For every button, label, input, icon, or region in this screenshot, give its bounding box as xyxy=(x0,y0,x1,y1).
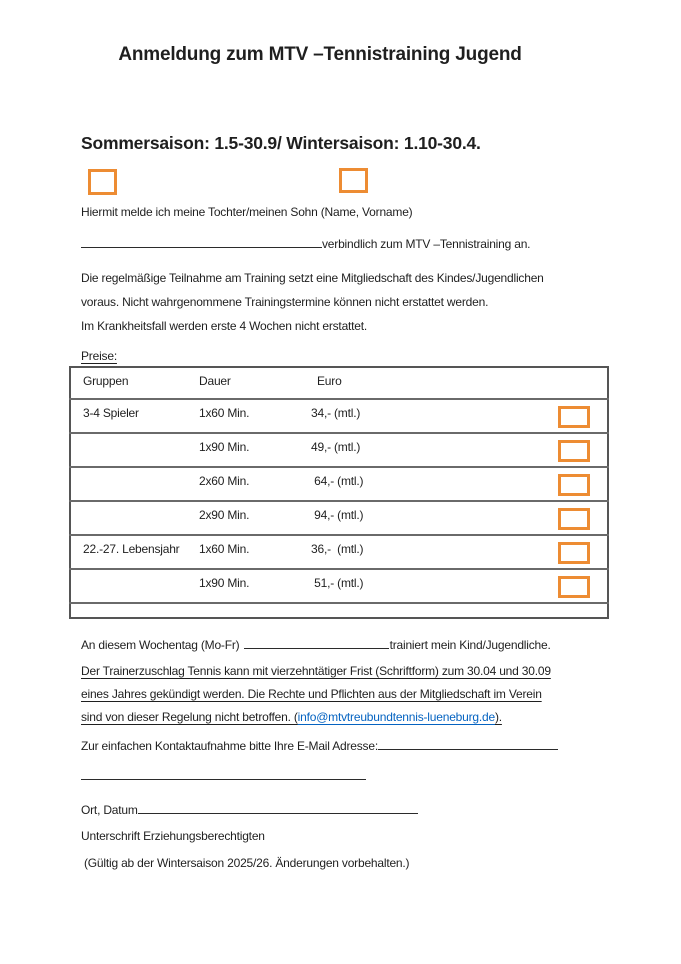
cancellation-note xyxy=(81,660,551,729)
price-cell: 36,- (mtl.) xyxy=(302,535,472,569)
ort-datum-label: Ort, Datum xyxy=(81,803,138,817)
price-option-checkbox-2[interactable] xyxy=(558,440,590,462)
duration-cell: 1x60 Min. xyxy=(190,399,302,433)
validity-note: (Gültig ab der Wintersaison 2025/26. Änderungen vorbehalten.) xyxy=(84,856,410,870)
summer-season-checkbox[interactable] xyxy=(88,169,117,195)
ort-datum-blank-line xyxy=(138,800,418,814)
contact-label: Zur einfachen Kontaktaufnahme bitte Ihre E-Mail Adresse: xyxy=(81,739,378,753)
prices-label: Preise: xyxy=(81,349,117,363)
price-cell: 51,- (mtl.) xyxy=(302,569,472,603)
price-row-4 xyxy=(70,501,608,535)
weekday-suffix: trainiert mein Kind/Jugendliche. xyxy=(389,638,551,652)
price-option-checkbox-4[interactable] xyxy=(558,508,590,530)
price-option-checkbox-6[interactable] xyxy=(558,576,590,598)
group-cell xyxy=(70,501,190,535)
group-cell xyxy=(70,467,190,501)
participation-note xyxy=(81,266,544,338)
group-cell xyxy=(70,569,190,603)
price-cell: 64,- (mtl.) xyxy=(302,467,472,501)
weekday-line xyxy=(81,635,551,653)
header-dauer: Dauer xyxy=(190,367,302,399)
cancellation-line1: Der Trainerzuschlag Tennis kann mit vierzehntätiger Frist (Schriftform) zum 30.04 und 30.09 xyxy=(81,664,551,678)
header-gruppen: Gruppen xyxy=(70,367,190,399)
participation-note-line1: Die regelmäßige Teilnahme am Training setzt eine Mitgliedschaft des Kindes/Jugendlichen xyxy=(81,271,544,285)
name-blank-line xyxy=(81,234,322,248)
duration-cell: 2x90 Min. xyxy=(190,501,302,535)
price-table xyxy=(69,366,609,619)
group-cell: 3-4 Spieler xyxy=(70,399,190,433)
contact-email-link[interactable]: info@mtvtreubundtennis-lueneburg.de xyxy=(297,710,495,724)
price-cell: 49,- (mtl.) xyxy=(302,433,472,467)
contact-line xyxy=(81,736,558,754)
price-option-checkbox-5[interactable] xyxy=(558,542,590,564)
price-cell: 34,- (mtl.) xyxy=(302,399,472,433)
winter-season-checkbox[interactable] xyxy=(339,168,368,193)
price-cell: 94,- (mtl.) xyxy=(302,501,472,535)
intro-line: Hiermit melde ich meine Tochter/meinen Sohn (Name, Vorname) xyxy=(81,205,413,219)
participation-note-line3: Im Krankheitsfall werden erste 4 Wochen nicht erstattet. xyxy=(81,319,368,333)
name-line xyxy=(81,234,530,252)
email-blank-line xyxy=(378,736,558,750)
participation-note-line2: voraus. Nicht wahrgenommene Trainingstermine können nicht erstattet werden. xyxy=(81,295,489,309)
price-row-3 xyxy=(70,467,608,501)
duration-cell: 1x60 Min. xyxy=(190,535,302,569)
group-cell xyxy=(70,433,190,467)
price-row-5 xyxy=(70,535,608,569)
price-row-2 xyxy=(70,433,608,467)
page-title: Anmeldung zum MTV –Tennistraining Jugend xyxy=(118,44,522,65)
header-euro: Euro xyxy=(302,367,472,399)
price-row-6 xyxy=(70,569,608,603)
duration-cell: 2x60 Min. xyxy=(190,467,302,501)
ort-datum-line xyxy=(81,800,418,818)
extra-blank-line xyxy=(81,766,366,780)
duration-cell: 1x90 Min. xyxy=(190,569,302,603)
group-cell: 22.-27. Lebensjahr xyxy=(70,535,190,569)
price-table-header-row xyxy=(70,367,608,399)
price-table-empty-row xyxy=(70,603,608,618)
cancellation-line3: sind von dieser Regelung nicht betroffen. (info@mtvtreubundtennis-lueneburg.de). xyxy=(81,710,502,724)
duration-cell: 1x90 Min. xyxy=(190,433,302,467)
season-heading: Sommersaison: 1.5-30.9/ Wintersaison: 1.10-30.4. xyxy=(81,133,481,153)
weekday-blank-line xyxy=(244,635,389,649)
price-row-1 xyxy=(70,399,608,433)
price-option-checkbox-1[interactable] xyxy=(558,406,590,428)
intro-continuation: verbindlich zum MTV –Tennistraining an. xyxy=(322,237,531,251)
price-option-checkbox-3[interactable] xyxy=(558,474,590,496)
cancellation-line2: eines Jahres gekündigt werden. Die Rechte und Pflichten aus der Mitgliedschaft im Verein xyxy=(81,687,542,701)
weekday-prefix: An diesem Wochentag (Mo-Fr) xyxy=(81,638,240,652)
signature-label: Unterschrift Erziehungsberechtigten xyxy=(81,829,265,843)
